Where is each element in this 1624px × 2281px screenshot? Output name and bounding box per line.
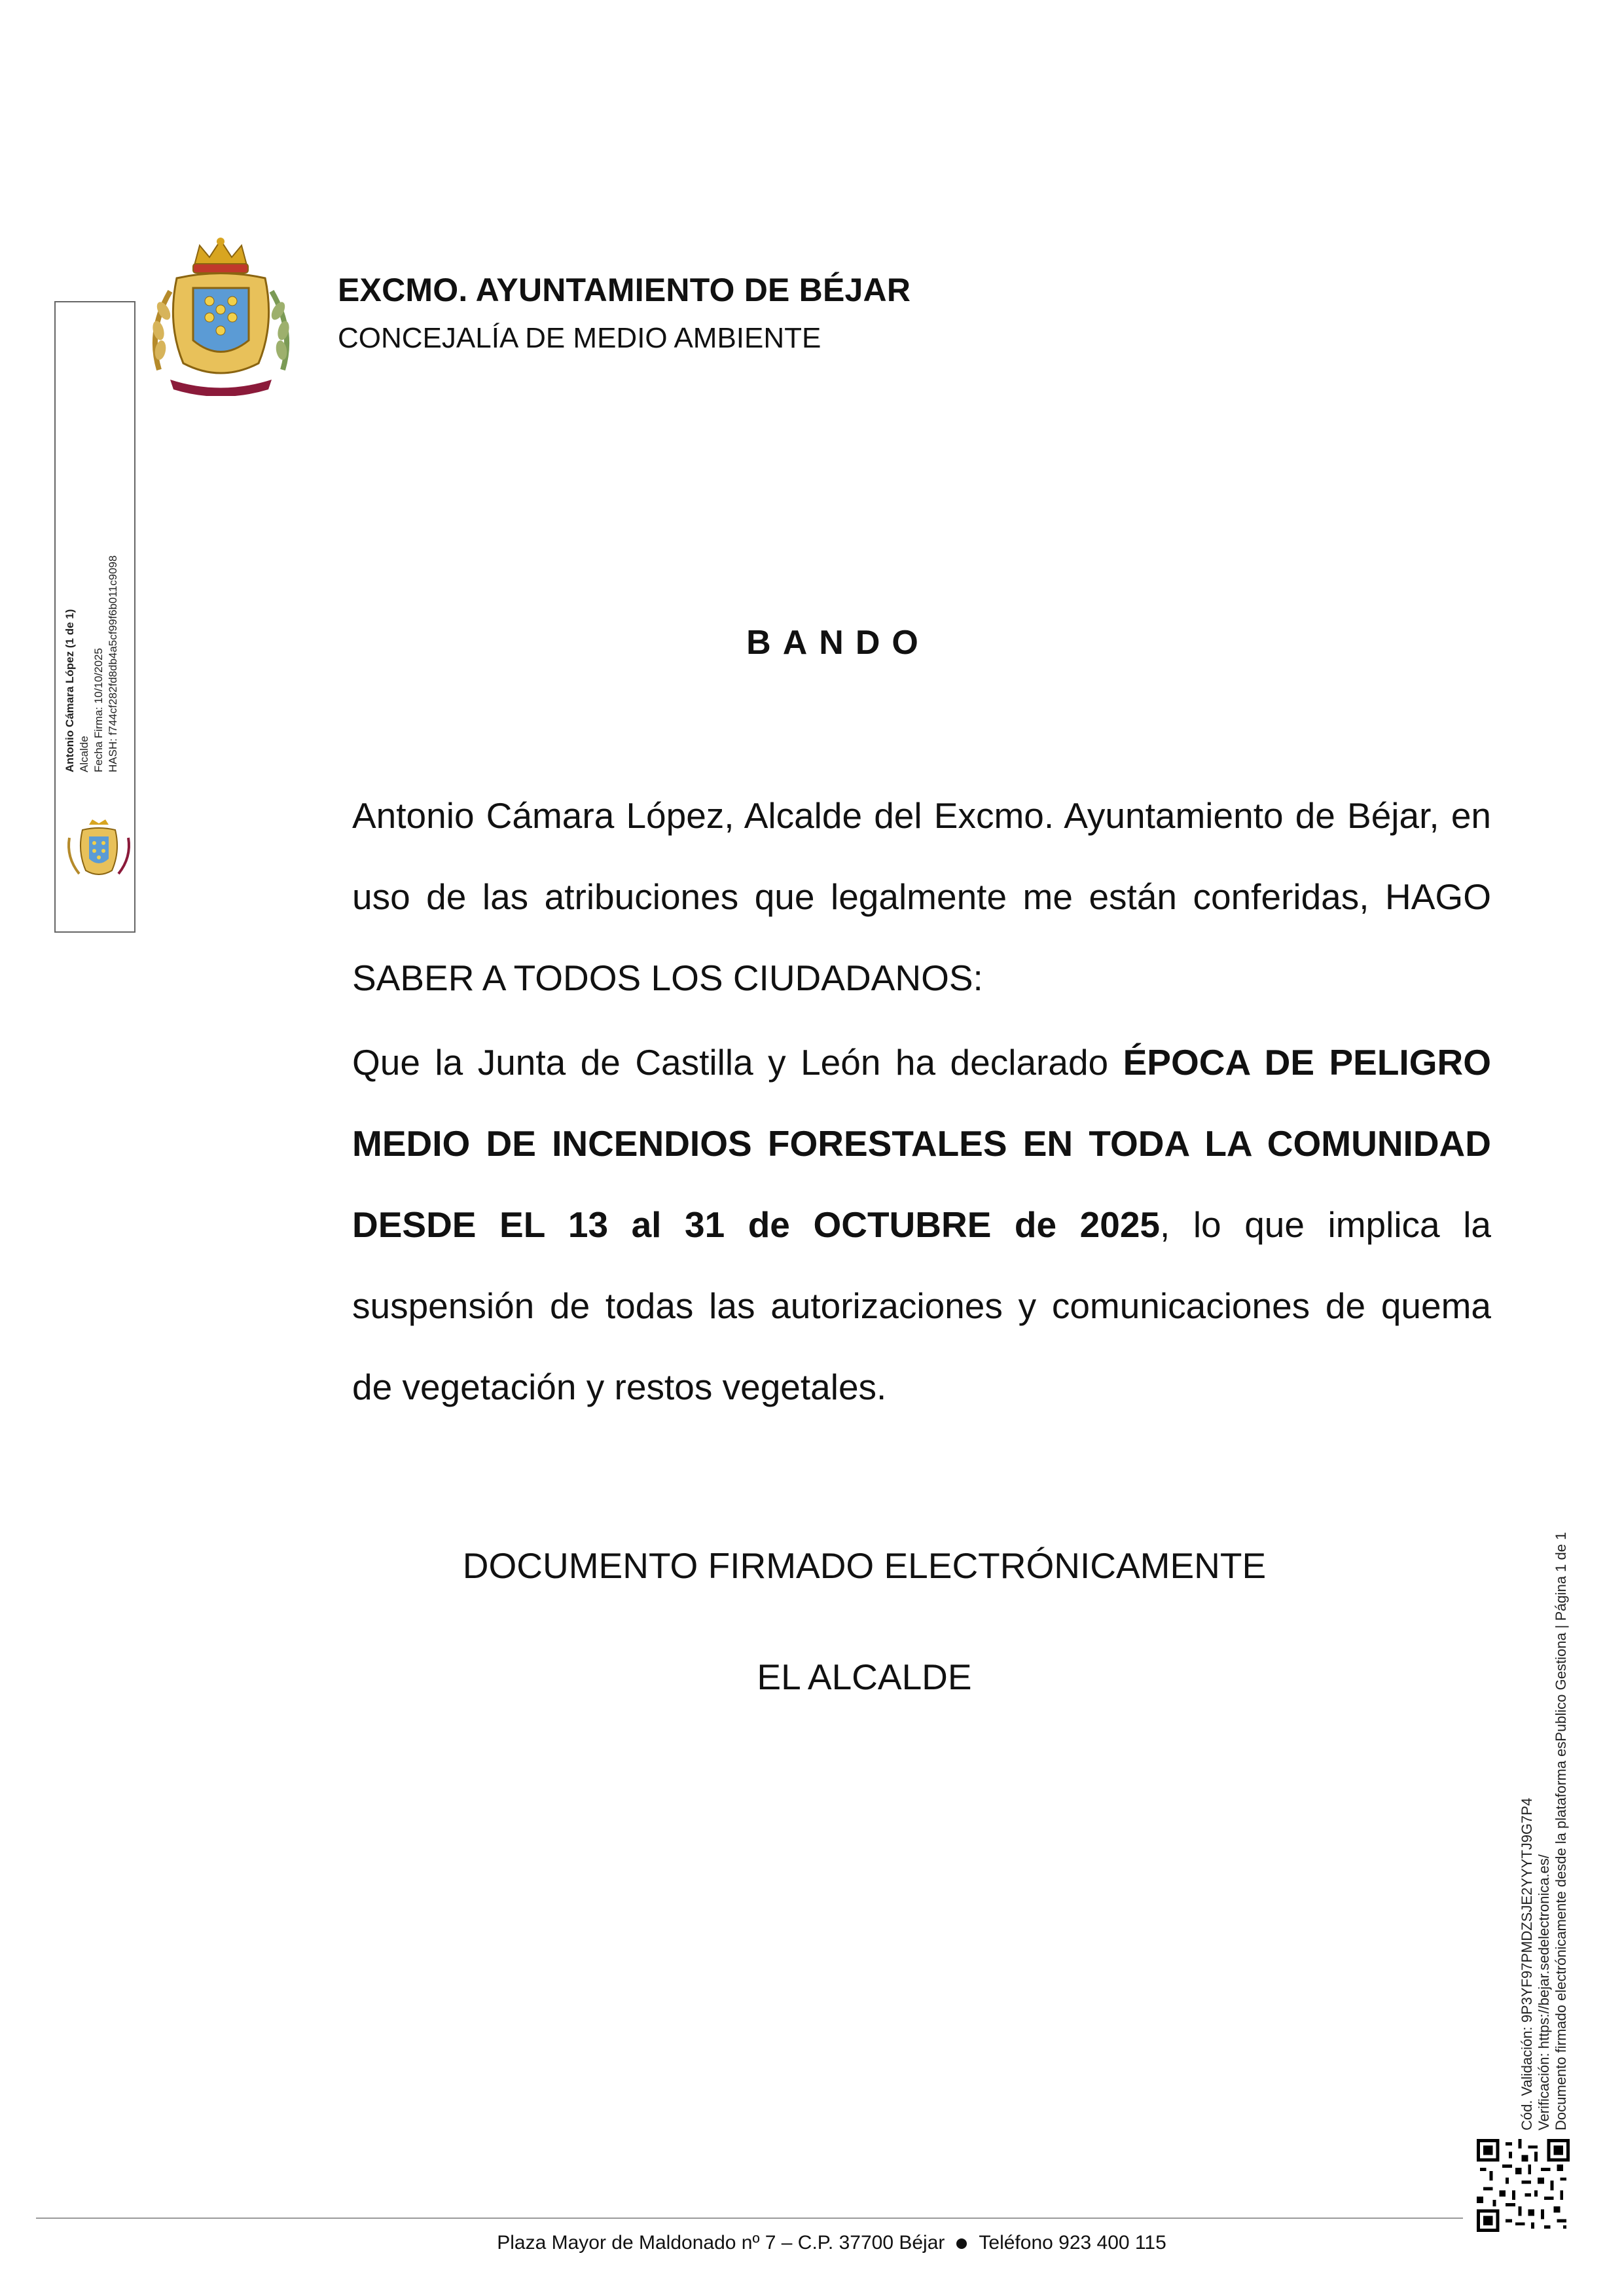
signature-stamp-text — [63, 556, 120, 772]
paragraph-2-bold: ÉPOCA DE PELIGRO MEDIO DE INCENDIOS FORESTALES EN TODA LA COMUNIDAD DESDE EL 13 al 31 de OCTUBRE de 2025 — [352, 1042, 1491, 1245]
qr-code-icon[interactable] — [1477, 2139, 1570, 2232]
organization-name: EXCMO. AYUNTAMIENTO DE BÉJAR — [338, 272, 911, 308]
document-title: BANDO — [746, 624, 930, 662]
stamp-date: Fecha Firma: 10/10/2025 — [92, 648, 105, 772]
validation-note: Documento firmado electrónicamente desde la plataforma esPublico Gestiona | Página 1 de 1 — [1553, 1532, 1569, 2130]
body-paragraph-1 — [234, 775, 1491, 1018]
paragraph-2-text — [234, 1022, 1491, 1428]
stamp-coat-of-arms-icon — [63, 818, 135, 884]
department-name: CONCEJALÍA DE MEDIO AMBIENTE — [338, 322, 821, 354]
paragraph-1-text: Antonio Cámara López, Alcalde del Excmo. Ayuntamiento de Béjar, en uso de las atribuciones que legalmente me están conferidas, HAGO SABER A TODOS LOS CIUDADANOS: — [352, 795, 1491, 998]
bullet-icon — [956, 2238, 967, 2249]
coat-of-arms-logo — [147, 232, 295, 396]
paragraph-2-start: Que la Junta de Castilla y León ha declarado — [352, 1042, 1123, 1083]
signed-electronically-note: DOCUMENTO FIRMADO ELECTRÓNICAMENTE — [462, 1545, 1267, 1586]
validation-url: Verificación: https://bejar.sedelectronica.es/ — [1536, 1854, 1552, 2130]
validation-text — [1519, 1532, 1570, 2130]
validation-code: Cód. Validación: 9P3YF97PMDZSJE2YYYTJ9G7P4 — [1519, 1797, 1535, 2130]
stamp-role: Alcalde — [78, 736, 90, 772]
stamp-hash: HASH: f744cf282fd8db4a5cf99f6b011c9098 — [107, 555, 119, 772]
body-paragraph-2 — [234, 1022, 1491, 1428]
footer-phone: Teléfono 923 400 115 — [979, 2232, 1166, 2254]
stamp-signer: Antonio Cámara López (1 de 1) — [63, 609, 76, 772]
footer-divider — [36, 2218, 1463, 2219]
crown-icon — [193, 238, 248, 273]
footer-address: Plaza Mayor de Maldonado nº 7 – C.P. 37700 Béjar — [497, 2232, 945, 2254]
footer — [0, 2232, 1624, 2254]
signatory-title: EL ALCALDE — [757, 1657, 972, 1697]
paragraph-2-end: , lo que implica la suspensión de todas las autorizaciones y comunicaciones de quema de vegetación y restos vegetales. — [352, 1204, 1491, 1407]
